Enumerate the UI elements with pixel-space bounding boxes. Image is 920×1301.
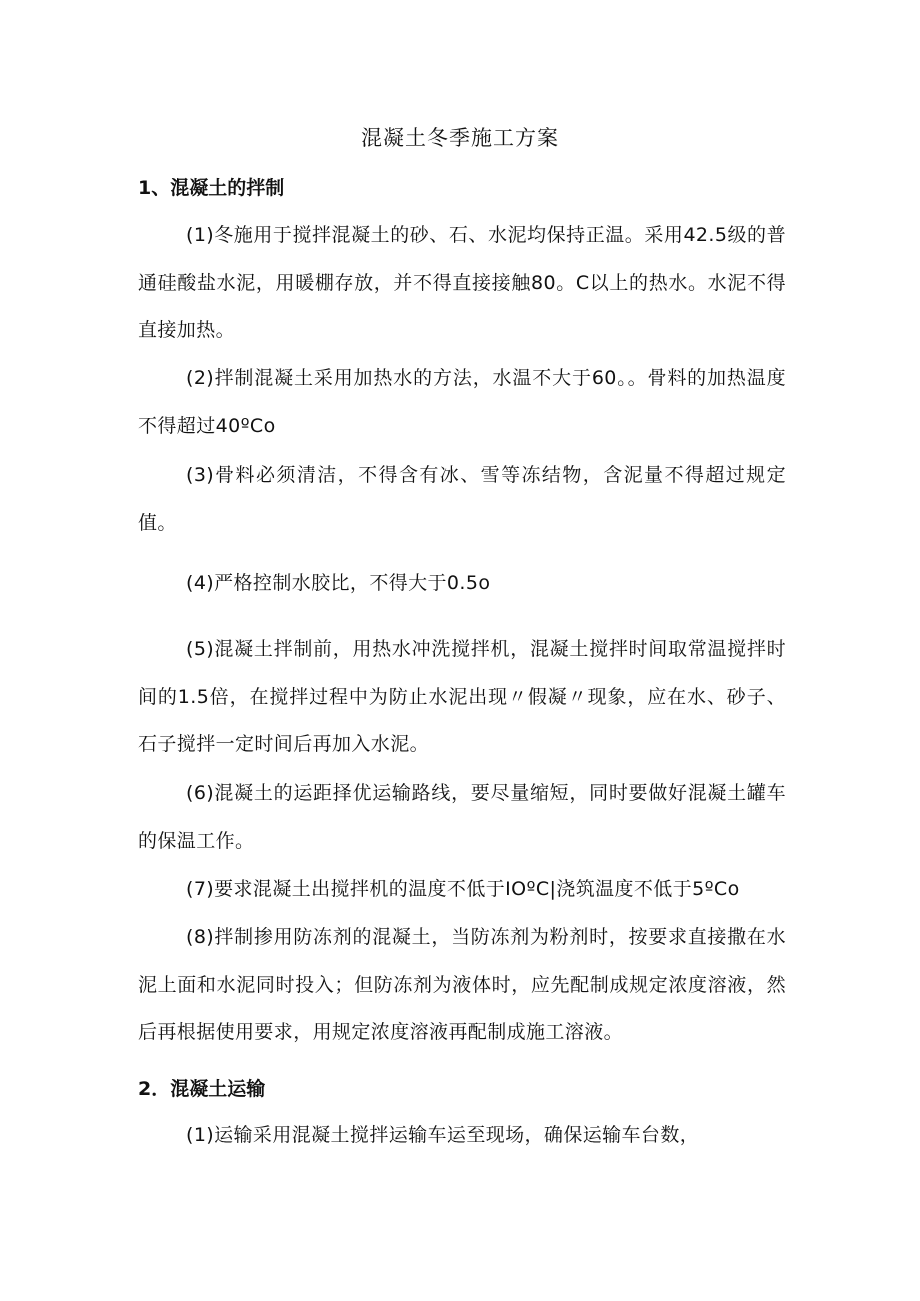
paragraph-mixing-6: (6)混凝土的运距择优运输路线，要尽量缩短，同时要做好混凝土罐车的保温工作。: [138, 782, 786, 852]
paragraph-mixing-5: (5)混凝土拌制前，用热水冲洗搅拌机，混凝土搅拌时间取常温搅拌时间的1.5倍，在搅拌过程中为防止水泥出现〃假凝〃现象，应在水、砂子、石子搅拌一定时间后再加入水泥。: [138, 638, 786, 755]
paragraph-mixing-7: (7)要求混凝土出搅拌机的温度不低于IOºC|浇筑温度不低于5ºCo: [186, 878, 740, 900]
paragraph-transport-1: (1)运输采用混凝土搅拌运输车运至现场，确保运输车台数，: [186, 1124, 700, 1146]
paragraph-mixing-1: (1)冬施用于搅拌混凝土的砂、石、水泥均保持正温。采用42.5级的普通硅酸盐水泥，用暖棚存放，并不得直接接触80。C以上的热水。水泥不得直接加热。: [138, 224, 786, 341]
page-title: 混凝土冬季施工方案: [361, 126, 559, 150]
section-heading-transport: 2．混凝土运输: [138, 1078, 266, 1100]
paragraph-mixing-8: (8)拌制掺用防冻剂的混凝土，当防冻剂为粉剂时，按要求直接撒在水泥上面和水泥同时投入；但防冻剂为液体时，应先配制成规定浓度溶液，然后再根据使用要求，用规定浓度溶液再配制成施工溶液。: [138, 926, 786, 1043]
paragraph-mixing-3: (3)骨料必须清洁，不得含有冰、雪等冻结物，含泥量不得超过规定值。: [138, 464, 786, 534]
section-heading-mixing: 1、混凝土的拌制: [138, 177, 285, 199]
paragraph-mixing-4: (4)严格控制水胶比，不得大于0.5o: [186, 572, 491, 594]
paragraph-mixing-2: (2)拌制混凝土采用加热水的方法，水温不大于60。。骨料的加热温度不得超过40ºCo: [138, 367, 786, 437]
